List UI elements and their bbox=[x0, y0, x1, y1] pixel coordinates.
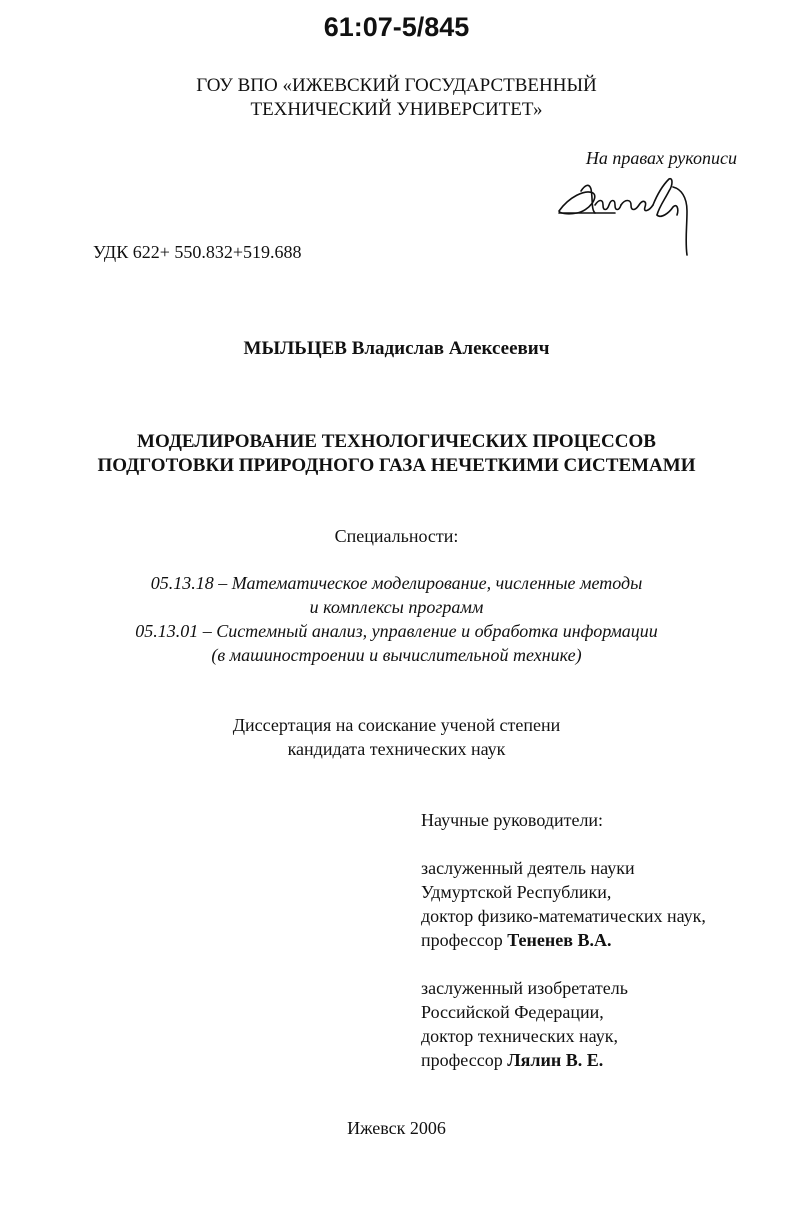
author-full-name bbox=[0, 337, 793, 361]
specialties-heading: Специальности: bbox=[334, 526, 459, 546]
author-surname: МЫЛЬЦЕВ bbox=[243, 338, 347, 359]
place-and-year: Ижевск 2006 bbox=[347, 1118, 446, 1138]
archive-code: 61:07-5/845 bbox=[323, 12, 470, 42]
signature-image bbox=[555, 175, 715, 260]
supervisor-2-title-2: Российской Федерации, bbox=[421, 1002, 604, 1022]
supervisor-2-name-line bbox=[421, 1048, 603, 1072]
supervisor-1-title-3: доктор физико-математических наук, bbox=[421, 906, 706, 926]
degree-line-1: Диссертация на соискание ученой степени bbox=[232, 715, 561, 735]
institution-line-1: ГОУ ВПО «ИЖЕВСКИЙ ГОСУДАРСТВЕННЫЙ bbox=[196, 75, 597, 96]
institution-line-2: ТЕХНИЧЕСКИЙ УНИВЕРСИТЕТ» bbox=[250, 99, 543, 120]
supervisor-1-title-1: заслуженный деятель науки bbox=[421, 858, 635, 878]
author-given-name: Владислав Алексеевич bbox=[351, 338, 550, 359]
thesis-title-line-1: МОДЕЛИРОВАНИЕ ТЕХНОЛОГИЧЕСКИХ ПРОЦЕССОВ bbox=[137, 431, 656, 452]
manuscript-rights-note: На правах рукописи bbox=[585, 148, 737, 168]
supervisor-2-rank: профессор bbox=[421, 1050, 503, 1070]
supervisor-2-title-3: доктор технических наук, bbox=[421, 1026, 618, 1046]
thesis-title-line-2: ПОДГОТОВКИ ПРИРОДНОГО ГАЗА НЕЧЕТКИМИ СИСТЕМАМИ bbox=[97, 455, 696, 476]
specialty-line-4: (в машиностроении и вычислительной технике) bbox=[211, 645, 582, 665]
degree-line-2: кандидата технических наук bbox=[287, 739, 506, 759]
supervisor-1-name: Тененев В.А. bbox=[507, 930, 612, 950]
supervisor-2-title-1: заслуженный изобретатель bbox=[421, 978, 628, 998]
supervisor-1-name-line bbox=[421, 928, 611, 952]
supervisor-1-rank: профессор bbox=[421, 930, 503, 950]
supervisor-1-title-2: Удмуртской Республики, bbox=[421, 882, 612, 902]
supervisors-heading: Научные руководители: bbox=[421, 810, 604, 830]
udc-code: УДК 622+ 550.832+519.688 bbox=[93, 242, 302, 262]
supervisor-2-name: Лялин В. Е. bbox=[507, 1050, 604, 1070]
specialty-line-1: 05.13.18 – Математическое моделирование, численные методы bbox=[150, 573, 643, 593]
specialty-line-3: 05.13.01 – Системный анализ, управление и обработка информации bbox=[135, 621, 658, 641]
specialty-line-2: и комплексы программ bbox=[309, 597, 484, 617]
